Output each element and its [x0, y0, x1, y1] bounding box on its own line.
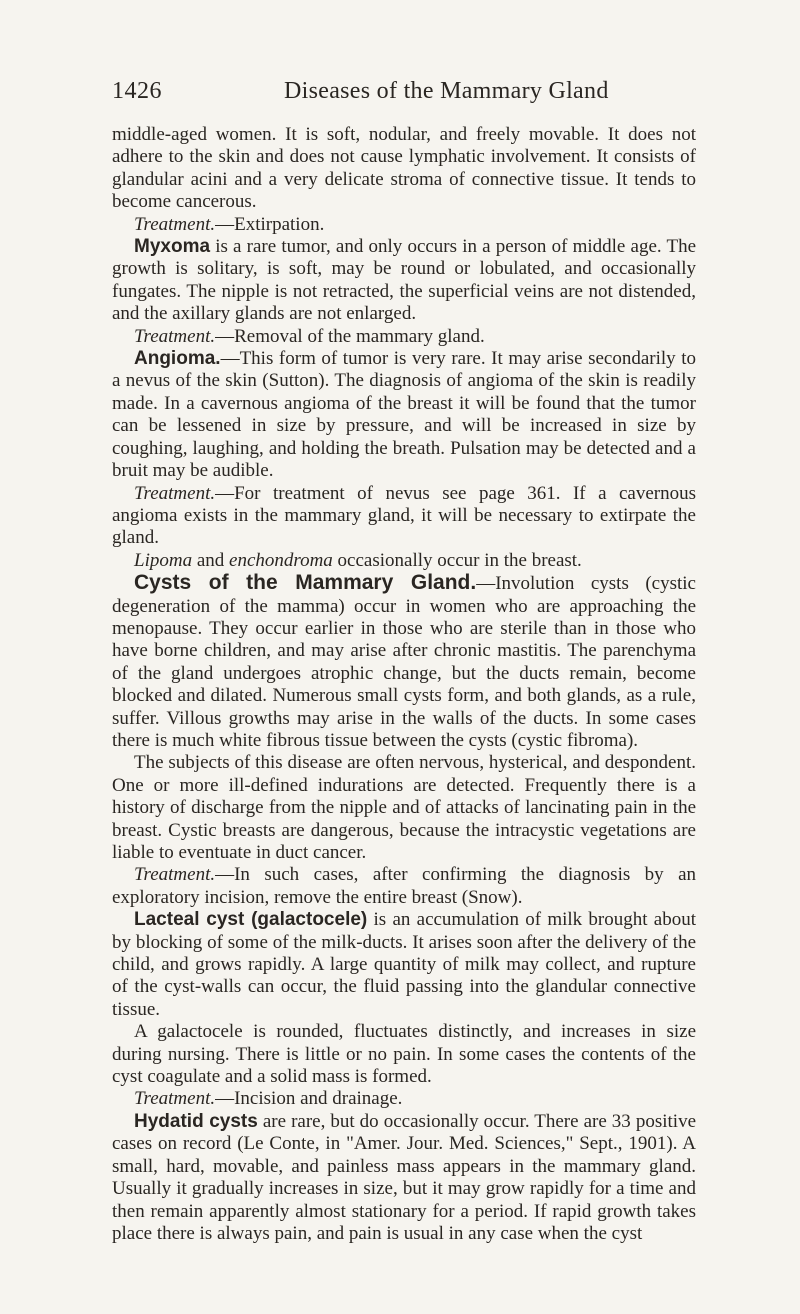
paragraph: Treatment.—Incision and drainage. — [134, 1088, 403, 1110]
section-heading-lacteal-cyst: Lacteal cyst (galactocele) — [134, 909, 368, 931]
section-heading-angioma: Angioma. — [134, 348, 221, 370]
term-lipoma: Lipoma — [134, 549, 193, 571]
treatment-label: Treatment. — [134, 864, 216, 886]
paragraph: Treatment.—Extirpation. — [134, 213, 325, 235]
paragraph: Myxoma is a rare tumor, and only occurs in a person of middle age. The growth is solitary, is soft, may be round or lobulated, and occasionally fungates. The nipple is not retracted, the superficial veins are not distended, and the axillary glands are not enlarged. — [112, 236, 696, 325]
paragraph: The subjects of this disease are often nervous, hysterical, and despondent. One or more ill-defined indurations are detected. Frequently there is a history of discharge from the nipple and of attacks of lancinating pain in the breast. Cystic breasts are dangerous, because the intracystic vegetations are liable to eventuate in duct cancer. — [112, 752, 696, 863]
term-enchondroma: enchondroma — [229, 549, 333, 571]
page-number: 1426 — [112, 78, 162, 104]
paragraph: A galactocele is rounded, fluctuates distinctly, and increases in size during nursing. There is little or no pain. In some cases the contents of the cyst coagulate and a solid mass is formed. — [112, 1021, 696, 1088]
treatment-label: Treatment. — [134, 1088, 216, 1110]
section-heading-myxoma: Myxoma — [134, 236, 211, 258]
section-heading-cysts: Cysts of the Mammary Gland. — [134, 571, 477, 595]
treatment-label: Treatment. — [134, 213, 216, 235]
body-text — [112, 124, 696, 1245]
treatment-label: Treatment. — [134, 325, 216, 347]
paragraph: Treatment.—For treatment of nevus see page 361. If a cavernous angioma exists in the mammary gland, it will be necessary to extirpate the gland. — [112, 482, 696, 549]
running-head: Diseases of the Mammary Gland — [284, 78, 609, 104]
paragraph: Hydatid cysts are rare, but do occasionally occur. There are 33 positive cases on record (Le Conte, in "Amer. Jour. Med. Sciences," Sept., 1901). A small, hard, movable, and painless mass appears in the mammary gland. Usually it gradually increases in size, but it may grow rapidly for a time and then remain apparently almost stationary for a period. If rapid growth takes place there is always pain, and pain is usual in any case when the cyst — [112, 1110, 696, 1244]
section-heading-hydatid-cysts: Hydatid cysts — [134, 1110, 258, 1132]
page-header — [112, 78, 688, 110]
paragraph: Lacteal cyst (galactocele) is an accumulation of milk brought about by blocking of some of the milk-ducts. It arises soon after the delivery of the child, and grows rapidly. A large quantity of milk may collect, and rupture of the cyst-walls can occur, the fluid passing into the glandular connective tissue. — [112, 909, 697, 1020]
paragraph: Treatment.—In such cases, after confirming the diagnosis by an exploratory incision, remove the entire breast (Snow). — [112, 864, 696, 908]
paragraph: middle-aged women. It is soft, nodular, and freely movable. It does not adhere to the skin and does not cause lymphatic involvement. It consists of glandular acini and a very delicate stroma of connective tissue. It tends to become cancerous. — [112, 124, 696, 213]
paragraph: Treatment.—Removal of the mammary gland. — [134, 325, 485, 347]
treatment-label: Treatment. — [134, 482, 216, 504]
paragraph: Angioma.—This form of tumor is very rare. It may arise secondarily to a nevus of the skin (Sutton). The diagnosis of angioma of the skin is readily made. In a cavernous angioma of the breast it will be found that the tumor can be lessened in size by pressure, and will be increased in size by coughing, laughing, and holding the breath. Pulsation may be detected and a bruit may be audible. — [112, 348, 696, 482]
paragraph: Lipoma and enchondroma occasionally occur in the breast. — [134, 549, 582, 571]
paragraph: Cysts of the Mammary Gland.—Involution cysts (cystic degeneration of the mamma) occur in women who are approaching the menopause. They occur earlier in those who are sterile than in those who have borne children, and may arise after chronic mastitis. The parenchyma of the gland undergoes atrophic change, but the ducts remain, become blocked and dilated. Numerous small cysts form, and both glands, as a rule, suffer. Villous growths may arise in the walls of the ducts. In some cases there is much white fibrous tissue between the cysts (cystic fibroma). — [112, 571, 696, 751]
